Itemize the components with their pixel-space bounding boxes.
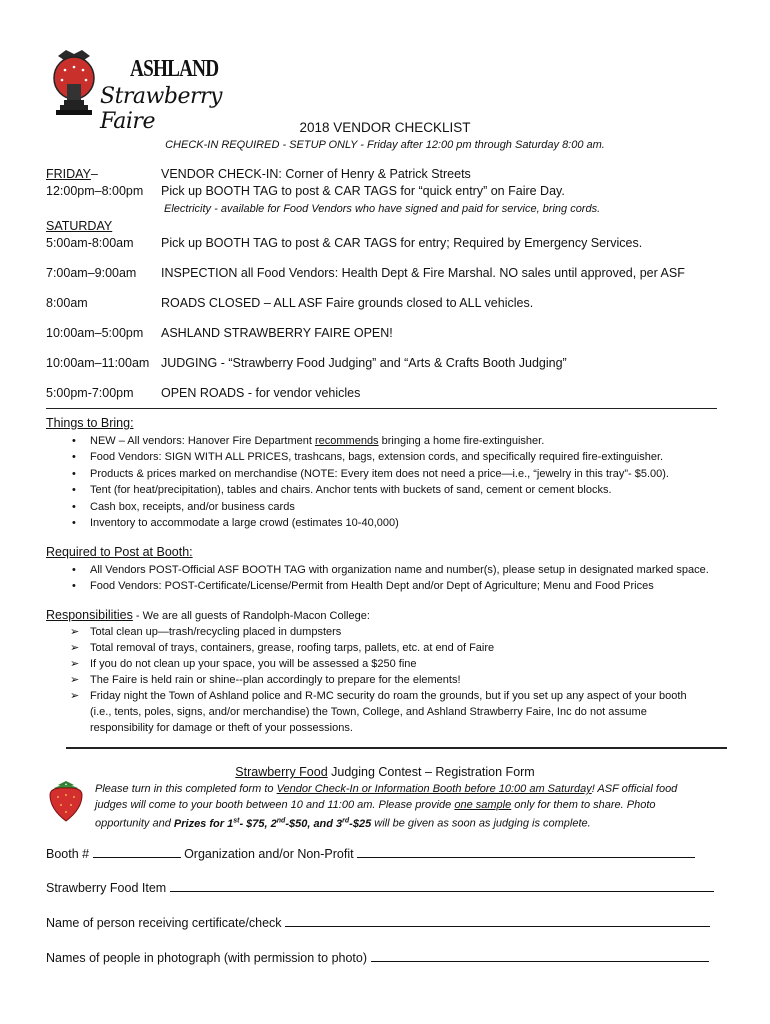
electricity-note: Electricity - available for Food Vendors who have signed and paid for service, bring cords. — [164, 203, 601, 215]
logo-script: Strawberry Faire — [100, 84, 222, 134]
list-item: ➢ Total removal of trays, containers, grease, roofing tarps, pallets, etc. at end of Faire — [90, 641, 494, 655]
schedule-event: JUDGING - “Strawberry Food Judging” and “Arts & Crafts Booth Judging” — [161, 356, 567, 370]
photo-names-field[interactable] — [371, 950, 709, 962]
certificate-name-field[interactable] — [285, 915, 710, 927]
photo-names-label: Names of people in photograph (with permission to photo) — [46, 951, 368, 965]
booth-number-field[interactable] — [93, 846, 181, 858]
list-item: ➢ The Faire is held rain or shine--plan accordingly to prepare for the elements! — [90, 673, 461, 687]
list-item: ➢ Friday night the Town of Ashland police and R-MC security do roam the grounds, but if you set up any aspect of your booth — [90, 689, 687, 703]
list-item: • All Vendors POST-Official ASF BOOTH TAG with organization name and number(s), please setup in designated marked space. — [90, 563, 709, 577]
booth-number-row — [46, 846, 695, 862]
food-item-row — [46, 880, 714, 896]
friday-label: FRIDAY– — [46, 167, 98, 181]
organization-field[interactable] — [357, 846, 695, 858]
schedule-time: 12:00pm–8:00pm — [46, 184, 144, 198]
booth-label: Booth # — [46, 847, 90, 861]
section-divider — [66, 747, 727, 749]
list-item: • Products & prices marked on merchandise (NOTE: Every item does not need a price—i.e., “jewelry in this tray”- $5.00). — [90, 467, 669, 481]
contest-instructions: opportunity and Prizes for 1st- $75, 2nd-$50, and 3rd-$25 will be given as soon as judging is complete. — [95, 817, 591, 830]
schedule-event: OPEN ROADS - for vendor vehicles — [161, 386, 361, 400]
food-item-field[interactable] — [170, 880, 714, 892]
post-heading: Required to Post at Booth: — [46, 545, 193, 559]
strawberry-lantern-icon — [50, 48, 98, 116]
responsibilities-heading: Responsibilities - We are all guests of Randolph-Macon College: — [46, 608, 370, 622]
contest-title: Strawberry Food Judging Contest – Registration Form — [235, 765, 535, 779]
schedule-time: 10:00am–11:00am — [46, 356, 150, 370]
schedule-event: INSPECTION all Food Vendors: Health Dept & Fire Marshal. NO sales until approved, per ASF — [161, 266, 685, 280]
schedule-time: 8:00am — [46, 296, 88, 310]
list-item: ➢ If you do not clean up your space, you will be assessed a $250 fine — [90, 657, 417, 671]
contest-instructions: judges will come to your booth between 10 and 11:00 am. Please provide one sample only for them to share. Photo — [95, 799, 656, 811]
logo-brand: ASHLAND — [130, 56, 219, 82]
schedule-event: ROADS CLOSED – ALL ASF Faire grounds closed to ALL vehicles. — [161, 296, 534, 310]
ashland-logo — [50, 48, 250, 134]
friday-event: VENDOR CHECK-IN: Corner of Henry & Patrick Streets — [161, 167, 471, 181]
bring-heading: Things to Bring: — [46, 416, 134, 430]
page-title: 2018 VENDOR CHECKLIST — [299, 120, 471, 135]
schedule-time: 10:00am–5:00pm — [46, 326, 144, 340]
schedule-time: 5:00am-8:00am — [46, 236, 134, 250]
list-item: • NEW – All vendors: Hanover Fire Department recommends bringing a home fire-extinguisher. — [90, 434, 544, 448]
organization-label: Organization and/or Non-Profit — [184, 847, 354, 861]
schedule-event: ASHLAND STRAWBERRY FAIRE OPEN! — [161, 326, 393, 340]
list-item: • Inventory to accommodate a large crowd (estimates 10-40,000) — [90, 516, 399, 530]
schedule-time: 7:00am–9:00am — [46, 266, 137, 280]
contest-instructions: Please turn in this completed form to Vendor Check-In or Information Booth before 10:00 am Saturday! ASF official food — [95, 783, 678, 795]
page-subtitle: CHECK-IN REQUIRED - SETUP ONLY - Friday after 12:00 pm through Saturday 8:00 am. — [165, 139, 605, 151]
list-item-continued: responsibility for damage or theft of your possessions. — [90, 722, 353, 734]
list-item: • Tent (for heat/precipitation), tables and chairs. Anchor tents with buckets of sand, cement or cement blocks. — [90, 483, 612, 497]
divider — [46, 408, 717, 409]
certificate-name-row — [46, 915, 710, 931]
list-item: • Food Vendors: POST-Certificate/License/Permit from Health Dept and/or Dept of Agriculture; Menu and Food Prices — [90, 579, 654, 593]
schedule-event: Pick up BOOTH TAG to post & CAR TAGS for “quick entry” on Faire Day. — [161, 184, 565, 198]
schedule-event: Pick up BOOTH TAG to post & CAR TAGS for entry; Required by Emergency Services. — [161, 236, 643, 250]
certificate-name-label: Name of person receiving certificate/check — [46, 916, 282, 930]
photo-names-row — [46, 950, 709, 966]
schedule-time: 5:00pm-7:00pm — [46, 386, 134, 400]
list-item-continued: (i.e., tents, poles, signs, and/or merchandise) the Town, College, and Ashland Strawberry Faire, Inc do not assume — [90, 706, 647, 718]
food-item-label: Strawberry Food Item — [46, 881, 167, 895]
strawberry-icon — [46, 779, 86, 823]
list-item: • Food Vendors: SIGN WITH ALL PRICES, trashcans, bags, extension cords, and specifically required fire-extinguisher. — [90, 450, 663, 464]
list-item: ➢ Total clean up—trash/recycling placed in dumpsters — [90, 625, 341, 639]
saturday-label: SATURDAY — [46, 219, 113, 233]
list-item: • Cash box, receipts, and/or business cards — [90, 500, 295, 514]
